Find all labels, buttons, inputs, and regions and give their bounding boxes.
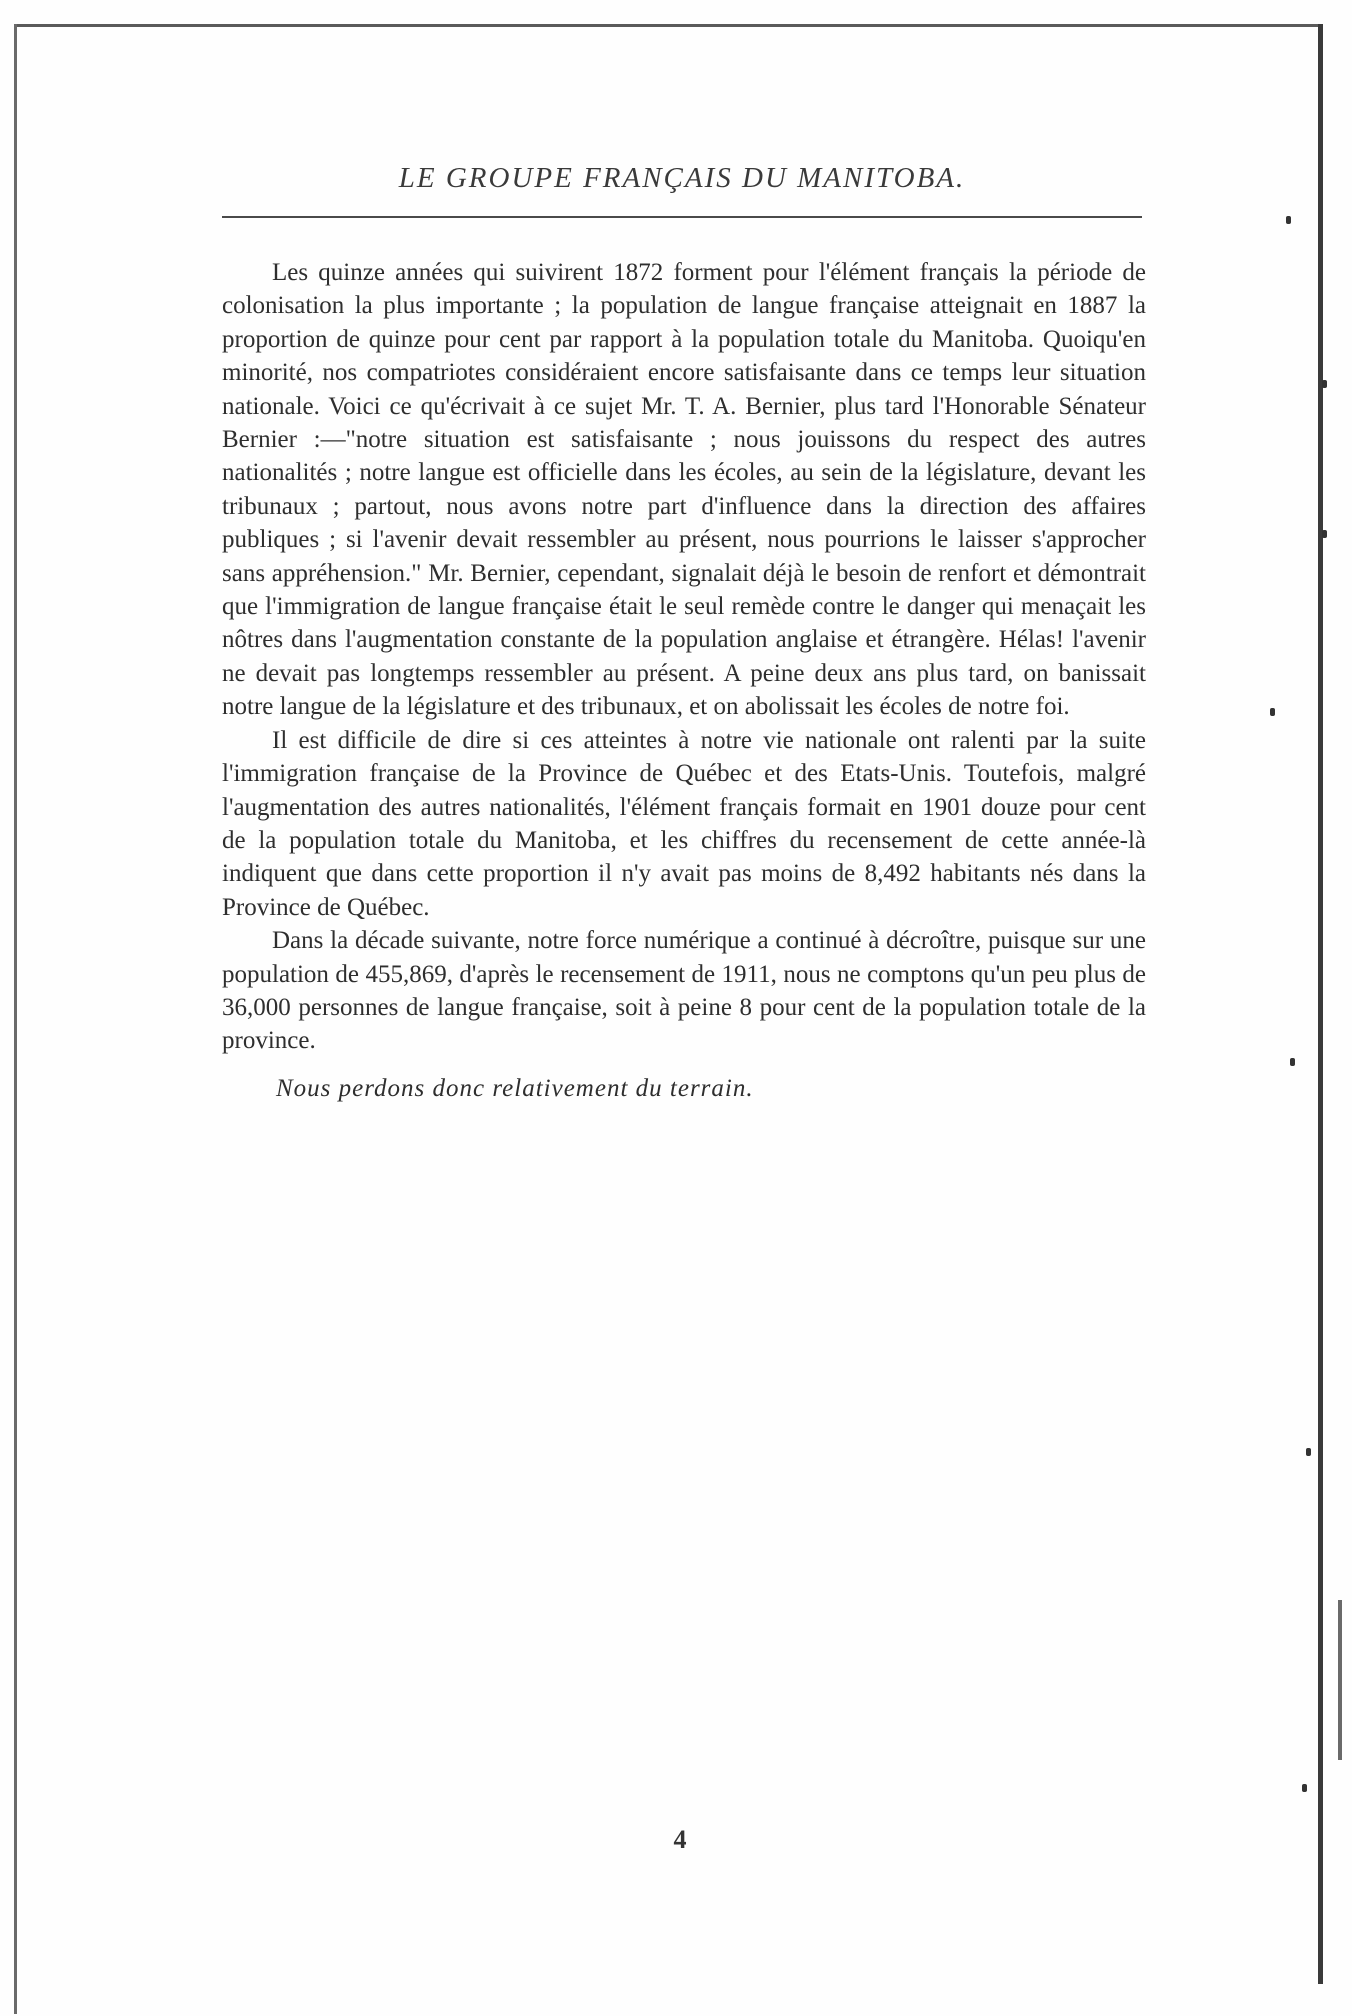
- scan-speck: [1322, 380, 1327, 388]
- scan-edge-right-outer: [1338, 1600, 1342, 1760]
- scan-speck: [1290, 1058, 1295, 1066]
- header-rule: [222, 216, 1142, 218]
- scan-speck: [1306, 1448, 1311, 1456]
- body-text: [222, 256, 1146, 1105]
- scan-speck: [1286, 216, 1291, 224]
- scan-edge-left: [14, 24, 17, 2014]
- scan-speck: [1270, 708, 1275, 716]
- scan-edge-right: [1318, 24, 1323, 1984]
- scan-speck: [1322, 530, 1327, 538]
- paragraph: Dans la décade suivante, notre force numérique a continué à décroître, puisque sur une population de 455,869, d'après le recensement de 1911, nous ne comptons qu'un peu plus de 36,000 personnes de langue française, soit à peine 8 pour cent de la population totale de la province.: [222, 927, 1146, 1055]
- paragraph: Il est difficile de dire si ces atteintes à notre vie nationale ont ralenti par la suite l'immigration française de la Province de Québec et des Etats-Unis. Toutefois, malgré l'augmentation des autres nationalités, l'élément français formait en 1901 douze pour cent de la population totale du Manitoba, et les chiffres du recensement de cette année-là indiquent que dans cette proportion il n'y avait pas moins de 8,492 habitants nés dans la Province de Québec.: [222, 726, 1146, 921]
- scan-edge-top: [14, 24, 1320, 27]
- paragraph: Les quinze années qui suivirent 1872 forment pour l'élément français la période de colonisation la plus importante ; la population de langue française atteignait en 1887 la proportion de quinze pour cent par rapport à la population totale du Manitoba. Quoiqu'en minorité, nos compatriotes considéraient encore satisfaisante dans ce temps leur situation nationale. Voici ce qu'écrivait à ce sujet Mr. T. A. Bernier, plus tard l'Honorable Sénateur Bernier :—"notre situation est satisfaisante ; nous jouissons du respect des autres nationalités ; notre langue est officielle dans les écoles, au sein de la législature, devant les tribunaux ; partout, nous avons notre part d'influence dans la direction des affaires publiques ; si l'avenir devait ressembler au présent, nous pourrions le laisser s'approcher sans appréhension." Mr. Bernier, cependant, signalait déjà le besoin de renfort et démontrait que l'immigration de langue française était le seul remède contre le danger qui menaçait les nôtres dans l'augmentation constante de la population anglaise et étrangère. Hélas! l'avenir ne devait pas longtemps ressembler au présent. A peine deux ans plus tard, on banissait notre langue de la législature et des tribunaux, et on abolissait les écoles de notre foi.: [222, 259, 1146, 721]
- running-head: LE GROUPE FRANÇAIS DU MANITOBA.: [398, 162, 966, 194]
- scan-speck: [1302, 1784, 1307, 1792]
- closing-line: Nous perdons donc relativement du terrain.: [276, 1074, 754, 1102]
- page-number: 4: [673, 1825, 687, 1854]
